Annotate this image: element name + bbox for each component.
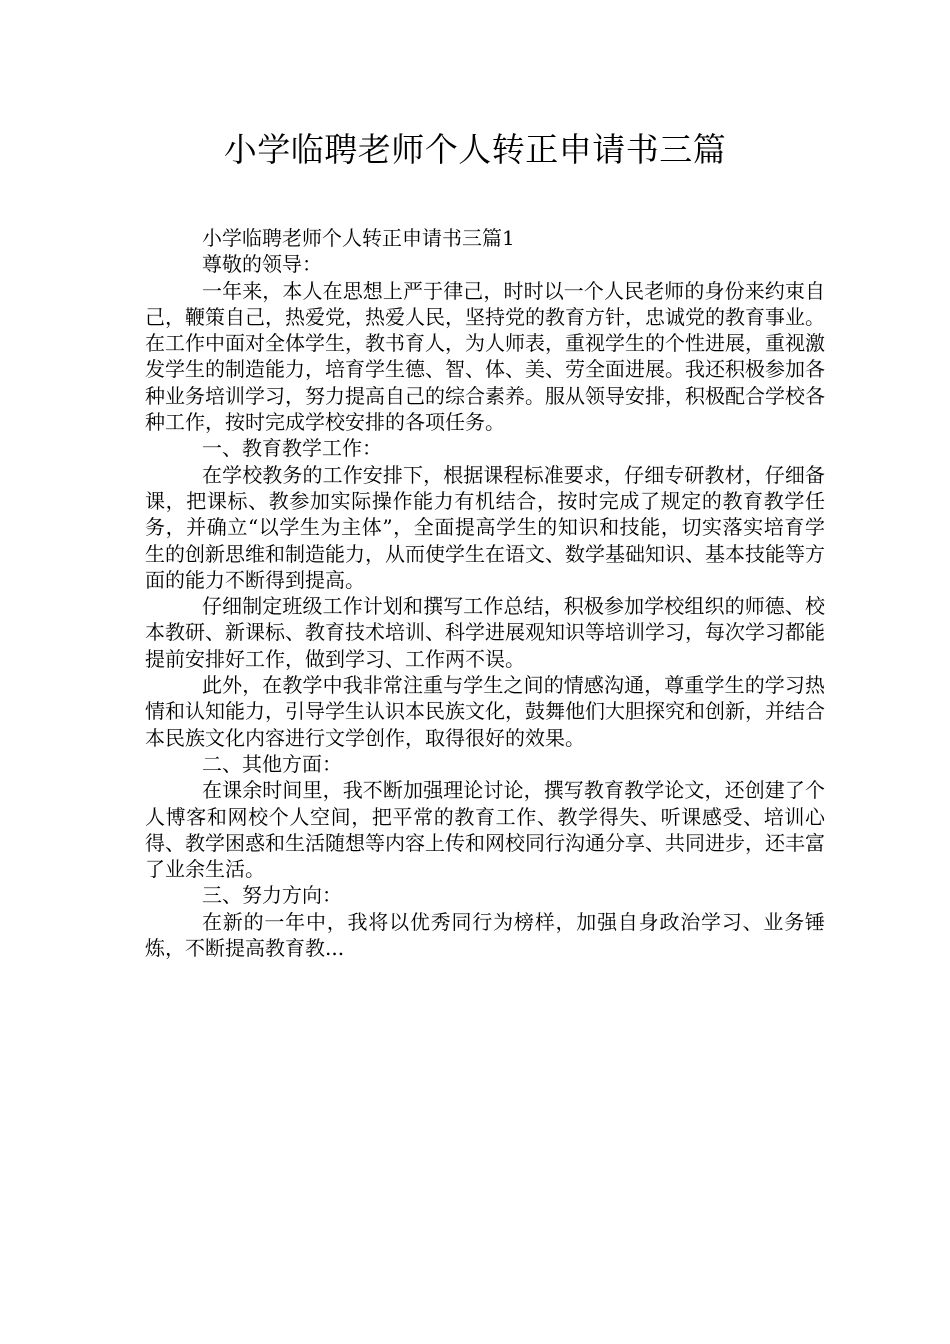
paragraph: 在学校教务的工作安排下，根据课程标准要求，仔细专研教材，仔细备课，把课标、教参加实际操作能力有机结合，按时完成了规定的教育教学任务，并确立“以学生为主体”，全面提高学生的知识和技能，切实落实培育学生的创新思维和制造能力，从而使学生在语文、数学基础知识、基本技能等方面的能力不断得到提高。: [145, 462, 825, 592]
salutation: 尊敬的领导：: [202, 252, 322, 277]
document-title: 小学临聘老师个人转正申请书三篇: [223, 130, 727, 169]
section-heading: 三、努力方向：: [202, 883, 342, 908]
paragraph: 仔细制定班级工作计划和撰写工作总结，积极参加学校组织的师德、校本教研、新课标、教育技术培训、科学进展观知识等培训学习，每次学习都能提前安排好工作，做到学习、工作两不误。: [145, 594, 825, 671]
paragraph: 一年来，本人在思想上严于律己，时时以一个人民老师的身份来约束自己，鞭策自己，热爱党，热爱人民，坚持党的教育方针，忠诚党的教育事业。在工作中面对全体学生，教书育人，为人师表，重视学生的个性进展，重视激发学生的制造能力，培育学生德、智、体、美、劳全面进展。我还积极参加各种业务培训学习，努力提高自己的综合素养。服从领导安排，积极配合学校各种工作，按时完成学校安排的各项任务。: [145, 278, 825, 435]
paragraph: 在课余时间里，我不断加强理论讨论，撰写教育教学论文，还创建了个人博客和网校个人空间，把平常的教育工作、教学得失、听课感受、培训心得、教学困惑和生活随想等内容上传和网校同行沟通分享、共同进步，还丰富了业余生活。: [145, 778, 825, 882]
paragraph: 在新的一年中，我将以优秀同行为榜样，加强自身政治学习、业务锤炼，不断提高教育教...: [145, 909, 825, 961]
section-heading: 二、其他方面：: [202, 751, 342, 776]
paragraph: 此外，在教学中我非常注重与学生之间的情感沟通，尊重学生的学习热情和认知能力，引导学生认识本民族文化，鼓舞他们大胆探究和创新，并结合本民族文化内容进行文学创作，取得很好的效果。: [145, 673, 825, 750]
section-heading: 一、教育教学工作：: [202, 436, 382, 461]
section-heading: 小学临聘老师个人转正申请书三篇1: [202, 226, 515, 250]
document-body: [145, 225, 825, 961]
